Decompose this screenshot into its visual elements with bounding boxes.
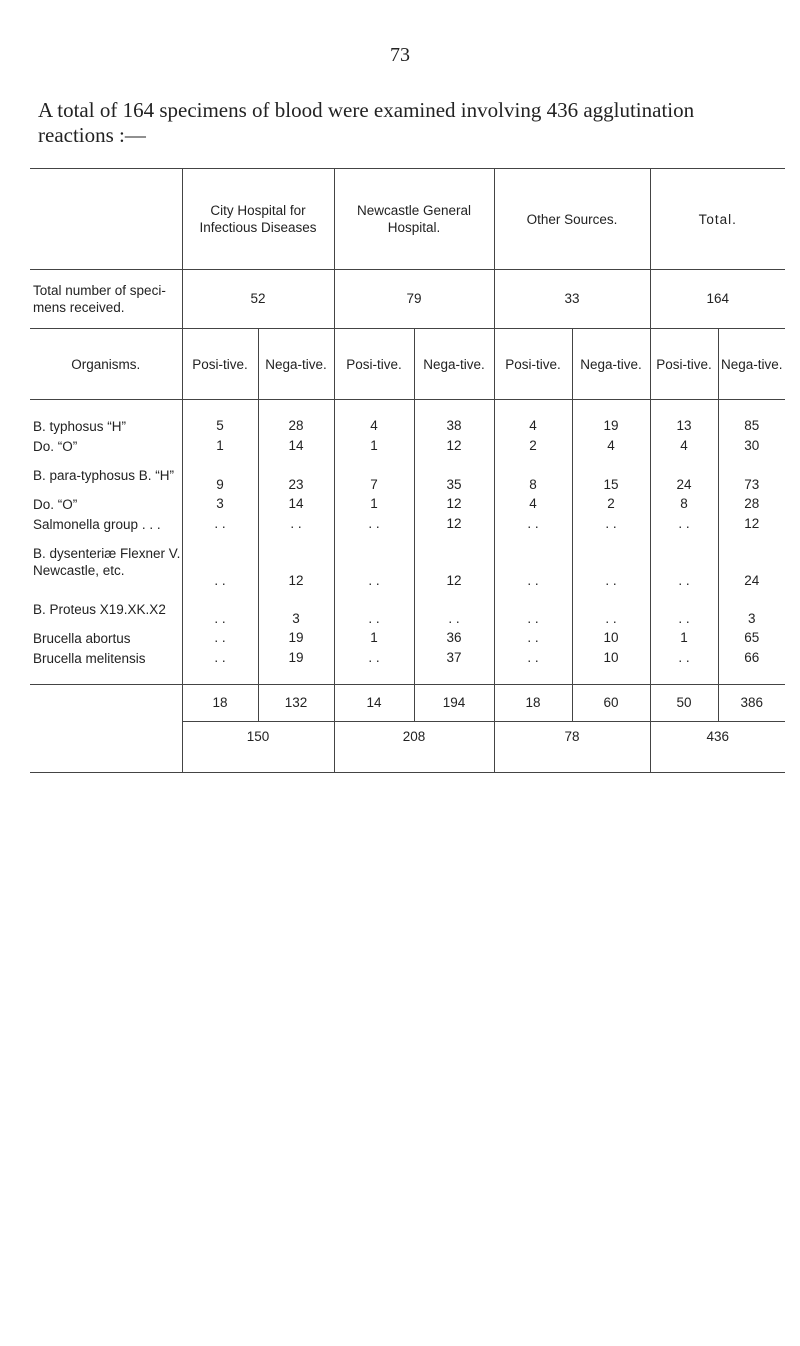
table-cell: 9 (182, 456, 258, 494)
sum-cell: 386 (718, 685, 785, 722)
table-cell: 3 (748, 611, 756, 626)
table-cell: 37 (414, 648, 494, 668)
table-cell: . . (334, 534, 414, 590)
table-cell: . . (334, 514, 414, 534)
total-specimens-newcastle: 79 (334, 270, 494, 329)
subheader-positive: Posi-tive. (182, 329, 258, 400)
table-cell: . . (650, 514, 718, 534)
table-cell: 12 (744, 516, 760, 531)
row-label: Brucella melitensis (30, 648, 182, 668)
subheader-positive: Posi-tive. (494, 329, 572, 400)
table-cell: 35 (414, 456, 494, 494)
table-cell: 12 (258, 534, 334, 590)
page-number: 73 (390, 44, 410, 66)
sum-cell: 18 (182, 685, 258, 722)
table-cell: . . (572, 590, 650, 628)
table-cell: . . (182, 628, 258, 648)
sum-cell: 50 (650, 685, 718, 722)
subheader-positive: Posi-tive. (650, 329, 718, 400)
table-cell: 4 (494, 494, 572, 514)
table-cell: 13 (650, 416, 718, 436)
table-cell: . . (182, 590, 258, 628)
table-cell: 8 (494, 456, 572, 494)
table-cell: . . (182, 514, 258, 534)
organisms-label: Organisms. (30, 329, 182, 400)
grand-total-other: 78 (494, 722, 650, 773)
table-cell: 12 (414, 494, 494, 514)
row-label: Brucella abortus (30, 628, 182, 648)
header-city-hospital: City Hospital for Infectious Diseases (182, 169, 334, 270)
table-cell: 36 (414, 628, 494, 648)
table-cell: . . (650, 648, 718, 668)
agglutination-table (30, 168, 785, 773)
table-cell: 3 (258, 590, 334, 628)
table-cell: . . (650, 534, 718, 590)
table-cell: 12 (414, 436, 494, 456)
sum-cell: 18 (494, 685, 572, 722)
table-cell: 2 (494, 436, 572, 456)
table-cell: 8 (650, 494, 718, 514)
table-cell: 1 (650, 628, 718, 648)
grand-total-newcastle: 208 (334, 722, 494, 773)
row-label: B. dysenteriæ Flexner V. Newcastle, etc. (30, 534, 182, 590)
table-cell: 24 (650, 456, 718, 494)
sum-label-empty (30, 685, 182, 773)
table-cell: 3 (182, 494, 258, 514)
total-specimens-label: Total number of speci-mens received. (30, 270, 182, 329)
table-cell: . . (494, 648, 572, 668)
table-cell: 38 (414, 416, 494, 436)
table-cell: 15 (572, 456, 650, 494)
row-label: Do. “O” (30, 494, 182, 514)
header-empty (30, 169, 182, 270)
table-cell: 4 (572, 436, 650, 456)
table-cell: 7 (334, 456, 414, 494)
table-cell: . . (182, 648, 258, 668)
table-cell: 12 (414, 534, 494, 590)
table-cell: 65 (744, 630, 760, 645)
table-cell: . . (650, 590, 718, 628)
total-specimens-city: 52 (182, 270, 334, 329)
sum-cell: 14 (334, 685, 414, 722)
header-total: Total. (650, 169, 785, 270)
table-cell: 4 (334, 416, 414, 436)
table-cell: . . (494, 534, 572, 590)
row-label: B. Proteus X19.XK.X2 (30, 590, 182, 628)
row-label: B. para-typhosus B. “H” (30, 456, 182, 494)
row-label: Do. “O” (30, 436, 182, 456)
table-cell: 23 (258, 456, 334, 494)
subheader-positive: Posi-tive. (334, 329, 414, 400)
table-cell: 5 (182, 416, 258, 436)
table-cell: . . (334, 590, 414, 628)
table-cell: 19 (572, 416, 650, 436)
total-specimens-other: 33 (494, 270, 650, 329)
table-cell: 19 (258, 628, 334, 648)
table-cell: 14 (258, 436, 334, 456)
subheader-negative: Nega-tive. (414, 329, 494, 400)
table-cell: 1 (334, 436, 414, 456)
table-cell: 19 (258, 648, 334, 668)
table-cell: 66 (744, 650, 760, 665)
table-cell: 1 (334, 494, 414, 514)
sum-cell: 194 (414, 685, 494, 722)
table-cell: . . (494, 628, 572, 648)
table-cell: . . (414, 590, 494, 628)
table-cell: . . (258, 514, 334, 534)
table-cell: . . (572, 534, 650, 590)
table-cell: 4 (494, 416, 572, 436)
table-cell: . . (182, 534, 258, 590)
table-cell: 14 (258, 494, 334, 514)
table-cell: 73 (744, 477, 760, 492)
row-label: B. typhosus “H” (30, 416, 182, 436)
table-cell: 1 (334, 628, 414, 648)
table-cell: 10 (572, 628, 650, 648)
table-cell: 10 (572, 648, 650, 668)
total-specimens-total: 164 (650, 270, 785, 329)
table-cell: 12 (414, 514, 494, 534)
table-cell: . . (494, 590, 572, 628)
table-cell: . . (494, 514, 572, 534)
grand-total-city: 150 (182, 722, 334, 773)
table-cell: 85 (744, 418, 760, 433)
table-cell: . . (334, 648, 414, 668)
sum-cell: 132 (258, 685, 334, 722)
table-cell: 2 (572, 494, 650, 514)
sum-cell: 60 (572, 685, 650, 722)
header-other-sources: Other Sources. (494, 169, 650, 270)
table-cell: 30 (744, 438, 760, 453)
table-cell: . . (572, 514, 650, 534)
header-newcastle-general: Newcastle General Hospital. (334, 169, 494, 270)
grand-total-all: 436 (706, 729, 730, 744)
table-cell: 28 (258, 416, 334, 436)
subheader-negative: Nega-tive. (258, 329, 334, 400)
intro-paragraph: A total of 164 specimens of blood were examined involving 436 agglutination reactions :— (38, 98, 695, 147)
table-cell: 24 (744, 573, 760, 588)
subheader-negative: Nega-tive. (718, 329, 785, 400)
subheader-negative: Nega-tive. (572, 329, 650, 400)
row-label: Salmonella group . . . (30, 514, 182, 534)
table-cell: 1 (182, 436, 258, 456)
table-cell: 4 (650, 436, 718, 456)
table-cell: 28 (744, 496, 760, 511)
